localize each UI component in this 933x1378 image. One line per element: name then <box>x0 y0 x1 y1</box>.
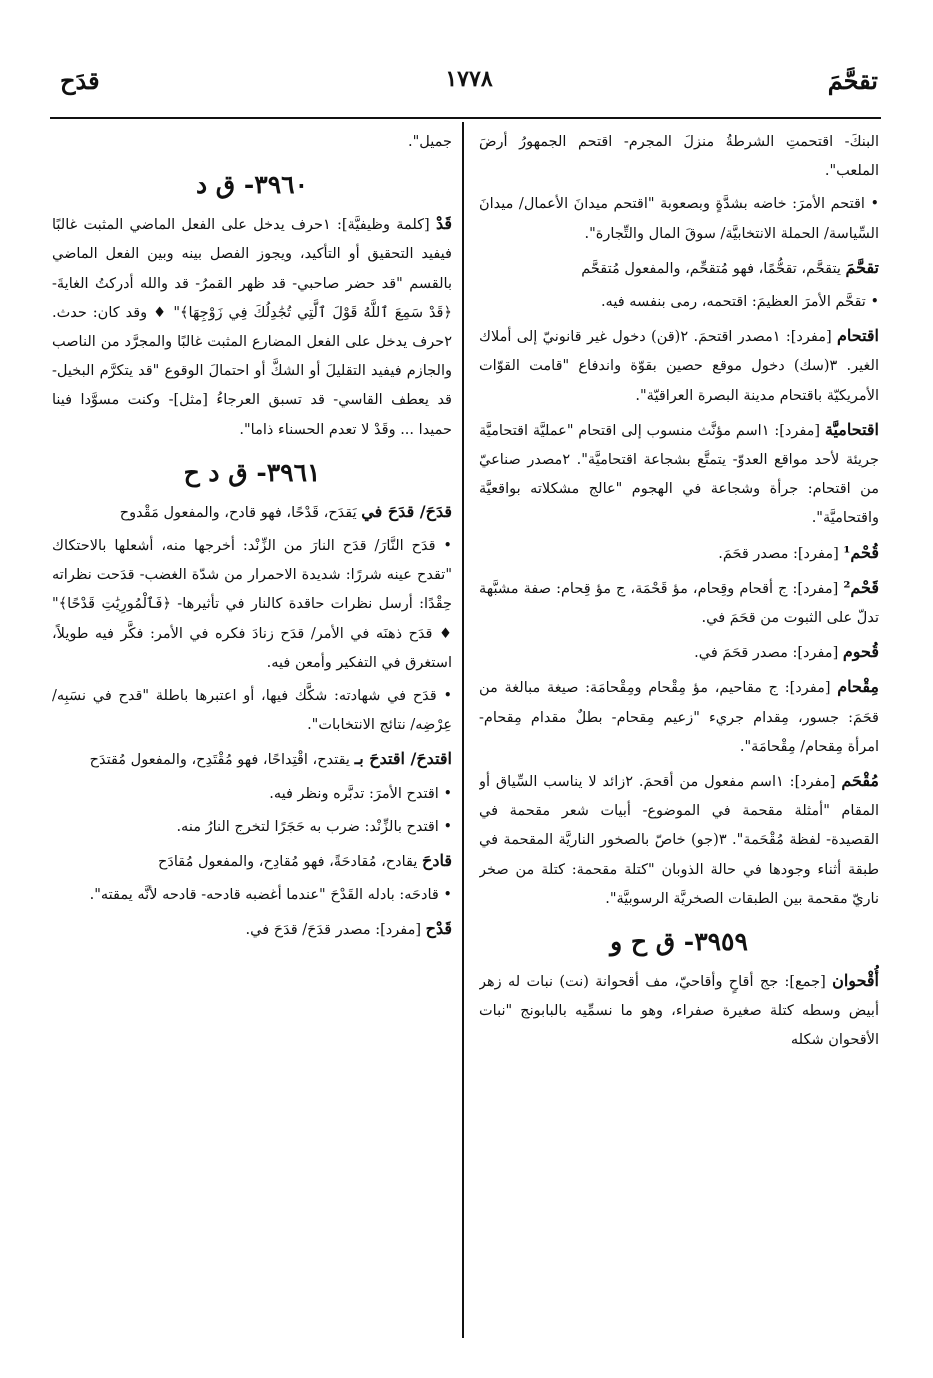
entry-headword: قدَحَ/ قدَحَ في <box>361 501 452 521</box>
header-first-entry-word: تقحَّمَ <box>827 66 878 95</box>
entry-definition: [جمع]: جج أقاحٍ وأقاحيّ، مف أقحوانة (نت) نبات له زهر أبيض وسطه كتلة صغيرة صفراء، وهو ما نسمِّيه بالبابونج "نبات الأقحوان شكله <box>479 974 879 1049</box>
dictionary-entry <box>52 128 452 157</box>
dictionary-entry <box>479 637 879 668</box>
entry-headword: مُقْحَم <box>841 771 879 791</box>
header-last-entry-word: قدَح <box>60 66 100 95</box>
entry-headword: اقتحاميَّة <box>824 419 879 439</box>
entry-headword: اقتدحَ/ اقتدحَ بـ <box>354 749 452 769</box>
entry-definition: [مفرد]: مصدر قحَمَ في. <box>694 645 843 662</box>
entry-definition: • قادحَه: بادله القَدْحَ "عندما أغضبه قادحه- قادحه لأنَّه يمقته". <box>89 887 452 904</box>
dictionary-entry <box>52 682 452 740</box>
entry-definition: يتقحَّم، تقحُّمًا، فهو مُتقحِّم، والمفعول مُتقحَّم <box>581 260 846 277</box>
entry-headword: قادحَ <box>422 851 452 871</box>
entry-definition: يقادح، مُقادحَةً، فهو مُقادِح، والمفعول مُقادَح <box>158 854 423 871</box>
entry-headword: قَدْ <box>435 214 452 234</box>
dictionary-entry <box>52 813 452 842</box>
entry-definition: [مفرد]: ١مصدر اقتحمَ. ٢(قن) دخول غير قانونيّ إلى أملاك الغير. ٣(سك) دخول موقع حصين بقوّة واندفاع "قامت القوّات الأمريكيّة باقتحام مدينة البصرة العراقيّة". <box>479 329 879 404</box>
entry-definition: [مفرد]: ج أقحام وقِحام، مؤ قَحْمَة، ج مؤ قِحام: صفة مشبَّهة تدلّ على الثبوت من قحَمَ في. <box>479 580 879 627</box>
root-heading: ٣٩٥٩- ق ح و <box>610 927 748 957</box>
entry-headword: أُقْحوان <box>832 971 879 991</box>
entry-definition: يقتدح، اقْتِداحًا، فهو مُقْتَدِح، والمفعول مُقتدَح <box>89 752 355 769</box>
dictionary-entry <box>52 914 452 945</box>
dictionary-entry <box>52 209 452 445</box>
root-heading: ٣٩٦٠- ق د <box>195 170 309 200</box>
right-column <box>479 128 879 1338</box>
dictionary-entry <box>479 538 879 569</box>
entry-definition: [مفرد]: ١اسم مؤنَّث منسوب إلى اقتحام "عمليَّة اقتحاميَّة جريئة لأحد مواقع العدوّ- يتمتَّع بشجاعة اقتحاميَّة". ٢مصدر صناعيّ من اقتحام: جرأة وشجاعة في الهجوم "عالج مشكلاته بواقعيَّة واقتحاميَّة". <box>479 422 879 527</box>
dictionary-entry <box>52 846 452 877</box>
entry-definition: • قدَح النَّارَ/ قدَح النارَ من الزِّنْد: أخرجها منه، أشعلها بالاحتكاك "تقدح عينه شررًا: شديدة الاحمرار من شدّة الغضب- قدَحت نظراته حِقْدًا: أرسل نظرات حاقدة كالنار في تأثيرها- ﴿فَٱلْمُورِيَٰتِ قَدْحًا﴾" ♦ قدَح ذهنَه في الأمر/ قدَح زنادَ فكره في الأمر: فكَّر فيه طويلاً، استغرق في التفكير وأمعن فيه. <box>52 538 452 671</box>
entry-definition: جميل". <box>408 134 452 150</box>
entry-headword: قَدْح <box>425 919 452 939</box>
dictionary-entry <box>479 288 879 317</box>
dictionary-entry <box>479 966 879 1056</box>
entry-definition: • اقتحم الأمرَ: خاضه بشدَّةٍ وبصعوبة "اقتحم ميدانَ الأعمال/ ميدانَ السِّياسة/ الحملة الانتخابيَّة/ سوقَ المال والتِّجارة". <box>479 196 879 242</box>
column-divider <box>462 122 464 1338</box>
entry-definition: • قدَح في شهادته: شكَّك فيها، أو اعتبرها باطلة "قدح في نسَبِه/ عِرْضِه/ نتائج الانتخابات". <box>52 688 452 734</box>
dictionary-entry <box>479 128 879 186</box>
entry-definition: • اقتدح بالزِّنْد: ضرب به حَجَرًا لتخرج النارُ منه. <box>176 818 452 835</box>
entry-headword: قُحوم <box>842 642 879 662</box>
dictionary-entry <box>479 672 879 762</box>
dictionary-entry <box>479 321 879 411</box>
entry-headword: قُحْم¹ <box>843 542 879 562</box>
root-heading: ٣٩٦١- ق د ح <box>183 457 321 487</box>
dictionary-entry <box>52 532 452 678</box>
entry-definition: البنكَ- اقتحمتِ الشرطةُ منزلَ المجرم- اقتحم الجمهورُ أرضَ الملعب". <box>479 134 879 180</box>
entry-headword: تقحَّمَ <box>845 257 879 277</box>
dictionary-entry <box>52 744 452 775</box>
entry-definition: [مفرد]: مصدر قدَحَ/ قدَحَ في. <box>245 922 426 939</box>
dictionary-entry <box>479 253 879 284</box>
entry-headword: اقتحام <box>836 326 879 346</box>
dictionary-entry <box>52 780 452 809</box>
entry-headword: مِقْحام <box>837 677 879 697</box>
header-rule <box>50 117 881 119</box>
entry-definition: [مفرد]: مصدر قحَمَ. <box>718 545 844 562</box>
page-number: ١٧٧٨ <box>445 66 493 92</box>
entry-definition: يَقدَح، قَدْحًا، فهو قادح، والمفعول مَقْدوح <box>119 504 362 521</box>
entry-headword: قَحْم² <box>843 577 879 597</box>
dictionary-entry <box>479 766 879 914</box>
dictionary-entry <box>52 497 452 528</box>
dictionary-entry <box>479 573 879 633</box>
dictionary-entry <box>52 881 452 910</box>
page-header <box>60 66 878 110</box>
entry-definition: • تقحَّم الأمرَ العظيمَ: اقتحمه، رمى بنفسه فيه. <box>600 294 879 311</box>
entry-definition: [كلمة وظيفيَّة]: ١حرف يدخل على الفعل الماضي المثبت غالبًا فيفيد التحقيق أو التأكيد، ويجوز الفصل بينه وبين الفعل الماضي بالقسم "قد حضر صاحبي- قد ظهر القمرُ- قد والله أدركتُ الغايةَ- ﴿قَدْ سَمِعَ ٱللَّهُ قَوْلَ ٱلَّتِي تُجَٰدِلُكَ فِي زَوْجِهَا﴾" ♦ وقد كان: حدث. ٢حرف يدخل على الفعل المضارع المثبت غالبًا والمجرَّد من الناصب والجازم فيفيد التقليلَ أو الشكَّ أو احتمالَ الوقوع "قد يتكرَّم البخيل- قد يعطف القاسي- قد تسبق العرجاءُ [مثل]- وكنت مسوَّدا فينا حميدا ... وقَدْ لا تعدم الحسناء ذاما". <box>52 217 452 438</box>
left-column <box>52 128 452 1338</box>
entry-definition: [مفرد]: ١اسم مفعول من أقحمَ. ٢زائد لا يناسب السِّياق أو المقام "أمثلة مقحمة في الموضوع- أبيات شعر مقحمة في القصيدة- لفظة مُقْحَمة". ٣(جو) خاصّ بالصخور الناريَّة المقحمة في طبقة أثناء وجودها في حالة الذوبان "كتلة مقحمة: كتلة من صخر ناريّ مقحمة بين الطبقات الصخريَّة الرسوبيَّة". <box>479 774 879 907</box>
entry-definition: [مفرد]: ج مقاحيم، مؤ مِقْحام ومِقْحامَة: صيغة مبالغة من قحَمَ: جسور، مِقدام جريء "زعيم مِقحام- بطلٌ مقدام مِقحام- امرأة مِقحام/ مِقْحامَة". <box>479 680 879 755</box>
entry-definition: • اقتدح الأمرَ: تدبَّره ونظر فيه. <box>269 785 452 802</box>
dictionary-entry <box>479 415 879 534</box>
dictionary-entry <box>479 190 879 248</box>
